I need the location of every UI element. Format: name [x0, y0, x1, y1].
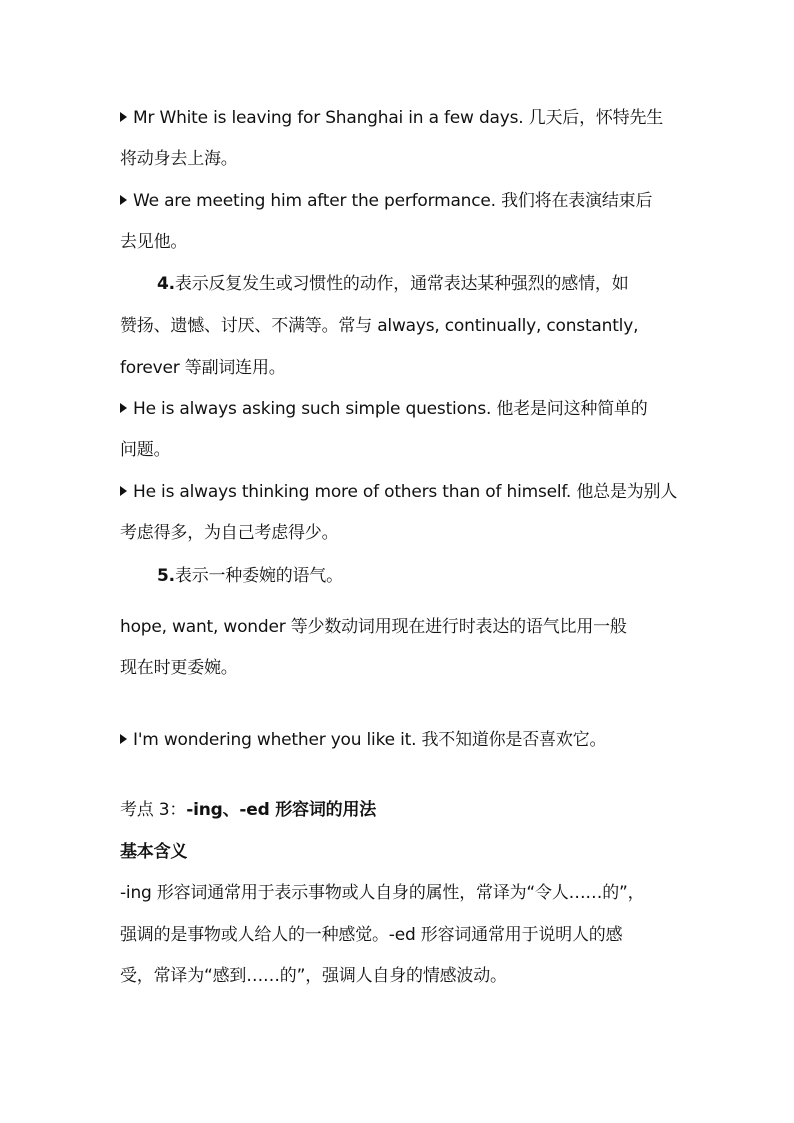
- subheading: 基本含义: [120, 842, 188, 862]
- example-text: I'm wondering whether you like it. 我不知道你是否喜欢它。: [133, 730, 607, 750]
- usage-number: 4.: [157, 274, 175, 294]
- section-heading: [120, 798, 694, 822]
- example-line: [120, 480, 694, 504]
- example-line: [120, 106, 694, 130]
- usage-text: 表示一种委婉的语气。: [174, 566, 343, 586]
- example-line-cont: 将动身去上海。: [120, 149, 238, 169]
- example-line-cont: 去见他。: [120, 232, 188, 252]
- paragraph-line: hope, want, wonder 等少数动词用现在进行时表达的语气比用一般: [120, 617, 627, 637]
- example-line: [120, 397, 694, 421]
- section-title: -ing、-ed 形容词的用法: [186, 800, 377, 820]
- section-label: 考点 3：: [120, 800, 187, 820]
- example-text: We are meeting him after the performance. 我们将在表演结束后: [133, 191, 653, 211]
- paragraph-line: 强调的是事物或人给人的一种感觉。-ed 形容词通常用于说明人的感: [120, 925, 623, 945]
- paragraph-line: forever 等副词连用。: [120, 358, 286, 378]
- example-line-cont: 考虑得多，为自己考虑得少。: [120, 523, 339, 543]
- triangle-bullet-icon: [120, 195, 127, 205]
- usage-heading: [157, 564, 694, 588]
- paragraph-line: -ing 形容词通常用于表示事物或人自身的属性，常译为“令人……的”，: [120, 883, 645, 903]
- paragraph-line: 受，常译为“感到……的”，强调人自身的情感波动。: [120, 966, 507, 986]
- example-text: Mr White is leaving for Shanghai in a few days. 几天后，怀特先生: [133, 108, 664, 128]
- example-text: He is always thinking more of others than of himself. 他总是为别人: [133, 482, 678, 502]
- paragraph-line: 赞扬、遗憾、讨厌、不满等。常与 always, continually, constantly,: [120, 316, 639, 336]
- usage-number: 5.: [157, 566, 175, 586]
- paragraph-line: 现在时更委婉。: [120, 658, 238, 678]
- triangle-bullet-icon: [120, 112, 127, 122]
- usage-heading: [157, 272, 694, 296]
- example-line-cont: 问题。: [120, 440, 171, 460]
- triangle-bullet-icon: [120, 403, 127, 413]
- usage-text: 表示反复发生或习惯性的动作，通常表达某种强烈的感情，如: [174, 274, 629, 294]
- example-line: [120, 189, 694, 213]
- example-text: He is always asking such simple questions. 他老是问这种简单的: [133, 399, 648, 419]
- example-line: [120, 728, 694, 752]
- triangle-bullet-icon: [120, 734, 127, 744]
- triangle-bullet-icon: [120, 486, 127, 496]
